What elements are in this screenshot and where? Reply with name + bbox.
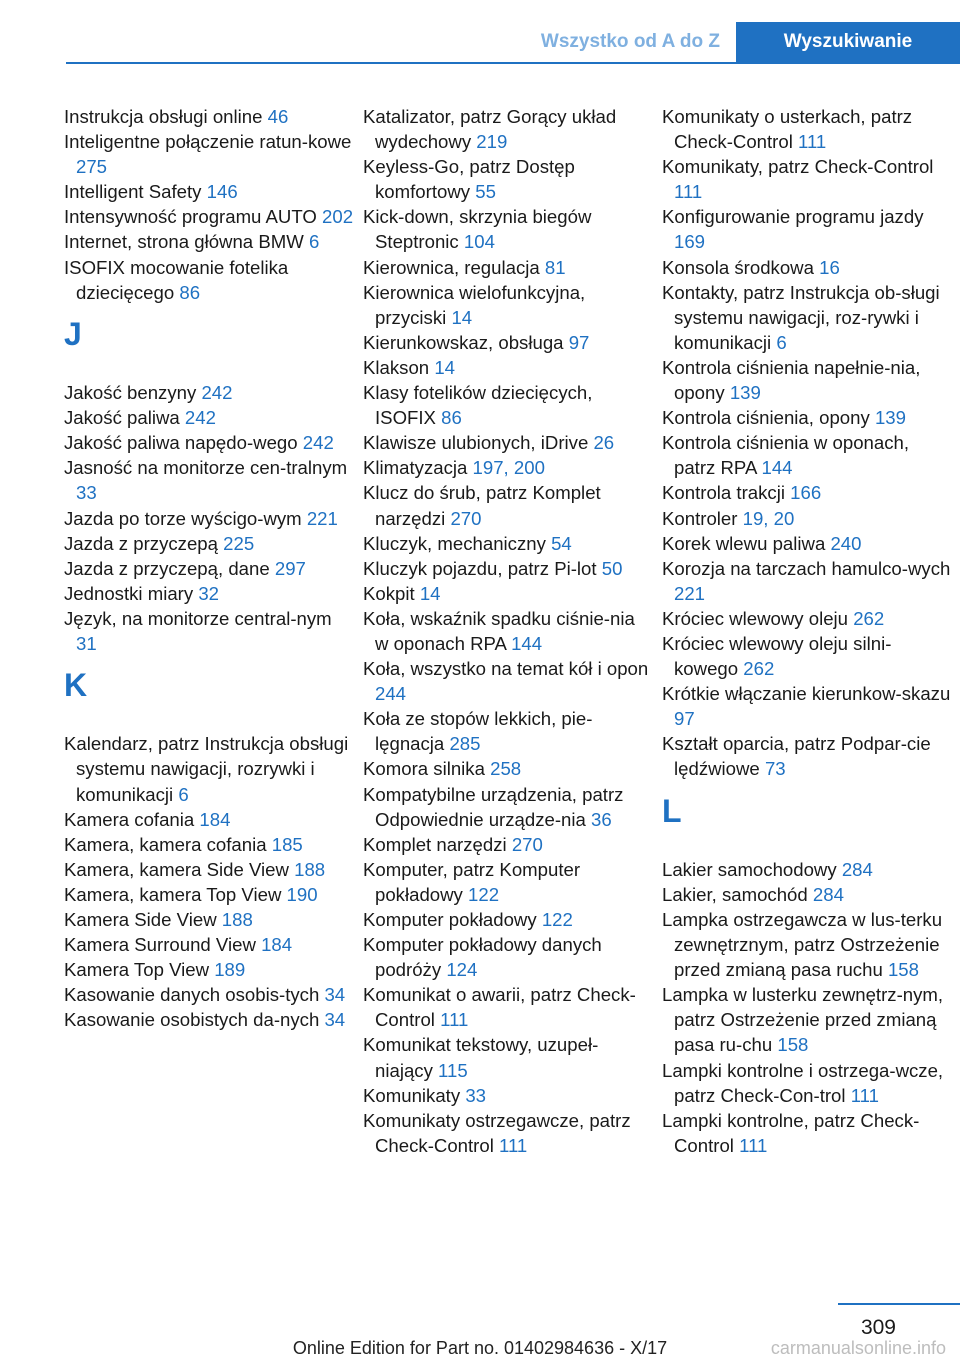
index-entry bbox=[64, 731, 354, 806]
index-entry bbox=[64, 179, 354, 204]
index-entry-text: Internet, strona główna BMW bbox=[64, 231, 309, 253]
page-reference-link[interactable]: 262 bbox=[743, 658, 775, 680]
index-entry bbox=[363, 330, 653, 355]
index-entry bbox=[363, 857, 653, 907]
page-reference-link[interactable]: 221 bbox=[674, 582, 706, 604]
header-bar bbox=[66, 22, 960, 64]
index-entry-text: Klimatyzacja bbox=[363, 457, 473, 479]
page-reference-link[interactable]: 33 bbox=[76, 482, 97, 504]
index-entry-text: Jazda z przyczepą, dane bbox=[64, 557, 275, 579]
index-entry-text: Kasowanie osobistych da‐nych bbox=[64, 1009, 325, 1031]
section-letter: J bbox=[64, 315, 82, 352]
index-entry bbox=[363, 782, 653, 832]
index-entry-text: Lampki kontrolne i ostrzega‐wcze, patrz Check-Con‐trol bbox=[662, 1059, 944, 1106]
index-entry-text: Lampka ostrzegawcza w lus‐terku zewnętrznym, patrz Ostrzeżenie przed zmianą pasa ruchu bbox=[662, 909, 943, 981]
index-entry bbox=[64, 907, 354, 932]
page-reference-link[interactable]: 275 bbox=[76, 156, 108, 178]
index-entry-text: Kierownica, regulacja bbox=[363, 256, 545, 278]
page-reference-link[interactable]: 111 bbox=[850, 1084, 879, 1106]
page-reference-link[interactable]: 33 bbox=[465, 1084, 486, 1106]
index-entry bbox=[662, 982, 952, 1057]
page-reference-link[interactable]: 46 bbox=[267, 106, 289, 127]
watermark: carmanualsonline.info bbox=[770, 1338, 946, 1358]
index-entry bbox=[662, 280, 952, 355]
index-entry-text: Jednostki miary bbox=[64, 582, 199, 604]
index-entry bbox=[662, 430, 952, 480]
index-entry bbox=[363, 1083, 653, 1108]
index-entry-text: Kierownica wielofunkcyjna, przyciski bbox=[363, 281, 586, 328]
index-entry-text: Krótkie włączanie kierunkow‐skazu bbox=[662, 683, 951, 705]
index-entry bbox=[64, 932, 354, 957]
page-reference-link[interactable]: 14 bbox=[434, 356, 456, 378]
index-entry-text: Kontrola ciśnienia napełnie‐nia, opony bbox=[662, 356, 921, 404]
index-entry bbox=[64, 882, 354, 907]
index-entry-text: Instrukcja obsługi online bbox=[64, 106, 268, 127]
page-reference-link[interactable]: 158 bbox=[887, 959, 919, 981]
page-reference-link[interactable]: 270 bbox=[450, 507, 482, 529]
page-reference-link[interactable]: 14 bbox=[419, 582, 441, 604]
index-entry bbox=[363, 455, 653, 480]
index-entry bbox=[363, 556, 653, 581]
page-reference-link[interactable]: 34 bbox=[324, 984, 346, 1006]
page-reference-link[interactable]: 97 bbox=[674, 708, 695, 730]
index-entry bbox=[363, 480, 653, 530]
index-entry bbox=[363, 932, 653, 982]
index-entry bbox=[662, 907, 952, 982]
page-reference-link[interactable]: 221 bbox=[306, 507, 338, 529]
section-letter: L bbox=[662, 792, 682, 829]
index-entry bbox=[662, 882, 952, 907]
index-entry bbox=[662, 857, 952, 882]
section-letter: K bbox=[64, 667, 88, 704]
index-column-1 bbox=[64, 104, 354, 1033]
index-entry-text: Klucz do śrub, patrz Komplet narzędzi bbox=[363, 482, 601, 529]
index-entry-text: Komputer pokładowy danych podróży bbox=[363, 934, 602, 981]
page-reference-link[interactable]: 139 bbox=[874, 407, 906, 429]
index-entry-text: Komunikat tekstowy, uzupeł‐niający bbox=[363, 1034, 599, 1081]
index-entry-text: Jakość paliwa bbox=[64, 407, 185, 429]
index-entry-text: Koła ze stopów lekkich, pie‐lęgnacja bbox=[363, 708, 593, 755]
page-reference-link[interactable]: 240 bbox=[830, 532, 862, 554]
index-entry-text: Kontakty, patrz Instrukcja ob‐sługi systemu nawigacji, roz‐rywki i komunikacji bbox=[662, 281, 940, 353]
index-entry bbox=[64, 531, 354, 556]
page-reference-link[interactable]: 158 bbox=[777, 1034, 809, 1056]
page-reference-link[interactable]: 258 bbox=[490, 758, 522, 780]
search-tab[interactable]: Wyszukiwanie bbox=[736, 22, 960, 62]
page-reference-link[interactable]: 14 bbox=[451, 306, 473, 328]
page-reference-link[interactable]: 144 bbox=[511, 632, 543, 654]
page-reference-link[interactable]: 262 bbox=[853, 607, 885, 629]
page-number: 309 bbox=[860, 1316, 896, 1339]
index-entry bbox=[64, 857, 354, 882]
index-entry-text: Konsola środkowa bbox=[662, 256, 820, 278]
page-reference-link[interactable]: 97 bbox=[568, 331, 590, 353]
page-reference-link[interactable]: 284 bbox=[812, 883, 844, 905]
index-entry-text: Kokpit bbox=[363, 582, 420, 604]
index-entry bbox=[64, 380, 354, 405]
page-reference-link[interactable]: 16 bbox=[819, 256, 840, 278]
page-reference-link[interactable]: 184 bbox=[199, 808, 231, 830]
page-reference-link[interactable]: 122 bbox=[468, 883, 500, 905]
index-entry-text: Kamera Top View bbox=[64, 959, 215, 981]
index-entry-text: Katalizator, patrz Gorący układ wydechowy bbox=[363, 106, 617, 153]
index-entry-text: Keyless-Go, patrz Dostęp komfortowy bbox=[363, 156, 575, 203]
index-entry bbox=[662, 681, 952, 731]
page-reference-link[interactable]: 166 bbox=[790, 482, 822, 504]
index-entry-text: Konfigurowanie programu jazdy bbox=[662, 206, 924, 228]
index-entry-text: Kick-down, skrzynia biegów Steptronic bbox=[363, 206, 592, 253]
page-number-rule bbox=[838, 1303, 960, 1305]
index-entry-text: Koła, wskaźnik spadku ciśnie‐nia w oponach RPA bbox=[363, 607, 635, 654]
page-reference-link[interactable]: 219 bbox=[476, 131, 508, 153]
index-entry bbox=[64, 506, 354, 531]
index-entry bbox=[662, 480, 952, 505]
page-reference-link[interactable]: 146 bbox=[206, 181, 238, 203]
index-entry-text: Kontrola ciśnienia, opony bbox=[662, 407, 875, 429]
page-reference-link[interactable]: 6 bbox=[178, 783, 189, 805]
index-entry-text: Komplet narzędzi bbox=[363, 833, 512, 855]
index-entry-text: Język, na monitorze central‐nym bbox=[64, 607, 332, 629]
index-entry-text: Kamera, kamera Side View bbox=[64, 858, 295, 880]
page-reference-link[interactable]: 184 bbox=[261, 934, 293, 956]
index-entry-text: Kamera cofania bbox=[64, 808, 200, 830]
index-entry bbox=[662, 355, 952, 405]
index-entry bbox=[363, 204, 653, 254]
index-entry bbox=[662, 606, 952, 631]
index-entry bbox=[64, 581, 354, 606]
index-entry bbox=[363, 706, 653, 756]
page-reference-link[interactable]: 270 bbox=[511, 833, 543, 855]
index-entry bbox=[662, 1108, 952, 1158]
page-reference-link[interactable]: 242 bbox=[184, 407, 216, 429]
index-entry-text: Korek wlewu paliwa bbox=[662, 532, 831, 554]
index-entry bbox=[662, 556, 952, 606]
page-reference-link[interactable]: 26 bbox=[593, 432, 615, 454]
page-reference-link[interactable]: 104 bbox=[463, 231, 495, 253]
index-entry bbox=[363, 380, 653, 430]
index-entry bbox=[662, 104, 952, 154]
index-entry-text: Kompatybilne urządzenia, patrz Odpowiednie urządze‐nia bbox=[363, 783, 624, 830]
index-entry-text: Komputer, patrz Komputer pokładowy bbox=[363, 858, 581, 905]
index-entry bbox=[662, 731, 952, 781]
index-column-2 bbox=[363, 104, 653, 1158]
page-reference-link[interactable]: 297 bbox=[274, 557, 306, 579]
index-entry-text: Inteligentne połączenie ratun‐kowe bbox=[64, 131, 352, 153]
page-reference-link[interactable]: 6 bbox=[776, 331, 787, 353]
index-entry-text: Komunikaty o usterkach, patrz Check-Control bbox=[662, 106, 913, 153]
index-entry-text: Króciec wlewowy oleju bbox=[662, 607, 854, 629]
index-entry bbox=[662, 154, 952, 204]
index-entry bbox=[64, 957, 354, 982]
index-entry-text: Kontrola trakcji bbox=[662, 482, 791, 504]
index-entry bbox=[662, 631, 952, 681]
page-reference-link[interactable]: 55 bbox=[475, 181, 496, 203]
page-reference-link[interactable]: 242 bbox=[201, 382, 233, 404]
index-entry bbox=[64, 405, 354, 430]
index-entry-text: Klakson bbox=[363, 356, 435, 378]
index-entry-text: Jakość benzyny bbox=[64, 382, 202, 404]
index-entry bbox=[64, 1007, 354, 1032]
page-reference-link[interactable]: 111 bbox=[798, 131, 827, 153]
section-tab[interactable]: Wszystko od A do Z bbox=[540, 31, 720, 52]
page-reference-link[interactable]: 6 bbox=[308, 231, 320, 253]
page-reference-link[interactable]: 111 bbox=[440, 1009, 469, 1031]
index-entry-text: Jazda po torze wyścigo‐wym bbox=[64, 507, 307, 529]
page-reference-link[interactable]: 19, 20 bbox=[742, 507, 795, 529]
index-entry bbox=[64, 606, 354, 656]
footer-edition: Online Edition for Part no. 01402984636 - X/17 bbox=[292, 1338, 668, 1358]
index-entry-text: Lampki kontrolne, patrz Check-Control bbox=[662, 1109, 920, 1156]
page-reference-link[interactable]: 197, 200 bbox=[472, 457, 545, 479]
page-reference-link[interactable]: 32 bbox=[198, 582, 220, 604]
page-reference-link[interactable]: 111 bbox=[674, 181, 703, 203]
page-reference-link[interactable]: 86 bbox=[179, 281, 201, 303]
index-entry bbox=[363, 581, 653, 606]
index-entry bbox=[363, 255, 653, 280]
page-reference-link[interactable]: 225 bbox=[223, 532, 255, 554]
index-entry bbox=[363, 1032, 653, 1082]
index-entry-text: Kamera Surround View bbox=[64, 934, 262, 956]
index-entry bbox=[363, 154, 653, 204]
index-entry bbox=[64, 556, 354, 581]
page-reference-link[interactable]: 188 bbox=[221, 909, 253, 931]
index-entry bbox=[662, 255, 952, 280]
index-entry-text: Kierunkowskaz, obsługa bbox=[363, 331, 569, 353]
index-entry bbox=[363, 656, 653, 706]
page-reference-link[interactable]: 50 bbox=[601, 557, 623, 579]
index-entry bbox=[363, 756, 653, 781]
page-reference-link[interactable]: 81 bbox=[544, 256, 566, 278]
index-entry-text: Intelligent Safety bbox=[64, 181, 207, 203]
index-entry-text: ISOFIX mocowanie fotelika dziecięcego bbox=[64, 256, 289, 303]
index-entry bbox=[64, 229, 354, 254]
page-reference-link[interactable]: 202 bbox=[322, 206, 354, 228]
index-entry-text: Kamera, kamera Top View bbox=[64, 883, 287, 905]
page-reference-link[interactable]: 285 bbox=[449, 733, 481, 755]
index-entry bbox=[64, 455, 354, 505]
index-entry-text: Komunikaty ostrzegawcze, patrz Check-Control bbox=[363, 1109, 631, 1156]
page-reference-link[interactable]: 34 bbox=[324, 1009, 346, 1031]
index-entry-text: Kluczyk, mechaniczny bbox=[363, 532, 552, 554]
index-entry-text: Komputer pokładowy bbox=[363, 909, 542, 930]
index-entry-text: Komora silnika bbox=[363, 758, 491, 780]
page-reference-link[interactable]: 122 bbox=[541, 909, 573, 930]
index-entry-text: Lampka w lusterku zewnętrz‐nym, patrz Ostrzeżenie przed zmianą pasa ru‐chu bbox=[662, 984, 944, 1056]
page-reference-link[interactable]: 242 bbox=[302, 432, 334, 454]
page-reference-link[interactable]: 144 bbox=[761, 457, 793, 479]
index-entry-text: Klawisze ulubionych, iDrive bbox=[363, 432, 594, 454]
index-entry-text: Komunikaty bbox=[363, 1084, 466, 1106]
page-reference-link[interactable]: 189 bbox=[214, 959, 246, 981]
index-entry-text: Korozja na tarczach hamulco‐wych bbox=[662, 557, 951, 579]
index-entry-text: Króciec wlewowy oleju silni‐kowego bbox=[662, 632, 892, 680]
index-entry bbox=[363, 531, 653, 556]
page-reference-link[interactable]: 54 bbox=[551, 532, 572, 554]
page-reference-link[interactable]: 73 bbox=[764, 758, 786, 780]
index-entry-text: Kluczyk pojazdu, patrz Pi‐lot bbox=[363, 557, 602, 579]
index-entry-text: Kamera Side View bbox=[64, 909, 222, 931]
page-reference-link[interactable]: 111 bbox=[739, 1134, 768, 1156]
page-reference-link[interactable]: 284 bbox=[841, 858, 873, 880]
index-entry bbox=[64, 255, 354, 305]
page-reference-link[interactable]: 185 bbox=[271, 833, 303, 855]
index-entry-text: Klasy fotelików dziecięcych, ISOFIX bbox=[363, 382, 593, 429]
page-reference-link[interactable]: 115 bbox=[438, 1059, 468, 1081]
index-entry bbox=[64, 982, 354, 1007]
index-entry-text: Lakier samochodowy bbox=[662, 858, 842, 880]
index-entry bbox=[662, 1058, 952, 1108]
index-entry-text: Kasowanie danych osobis‐tych bbox=[64, 984, 325, 1006]
index-entry bbox=[64, 832, 354, 857]
index-entry bbox=[64, 430, 354, 455]
index-entry bbox=[363, 606, 653, 656]
index-entry bbox=[64, 204, 354, 229]
page-reference-link[interactable]: 31 bbox=[76, 632, 97, 654]
index-entry bbox=[64, 104, 354, 129]
index-entry bbox=[662, 405, 952, 430]
page-reference-link[interactable]: 111 bbox=[499, 1134, 528, 1156]
index-entry bbox=[662, 204, 952, 254]
index-entry-text: Lakier, samochód bbox=[662, 883, 813, 905]
index-entry bbox=[363, 1108, 653, 1158]
index-entry-text: Koła, wszystko na temat kół i opon bbox=[363, 658, 649, 680]
index-entry bbox=[662, 506, 952, 531]
index-entry-text: Kamera, kamera cofania bbox=[64, 833, 272, 855]
page-reference-link[interactable]: 139 bbox=[729, 382, 761, 404]
index-column-3 bbox=[662, 104, 952, 1158]
index-entry-text: Komunikaty, patrz Check-Control bbox=[662, 156, 934, 178]
index-entry-text: Kształt oparcia, patrz Podpar‐cie lędźwiowe bbox=[662, 733, 931, 780]
index-entry bbox=[363, 355, 653, 380]
index-entry-text: Kontrola ciśnienia w oponach, patrz RPA bbox=[662, 432, 910, 479]
index-entry bbox=[363, 832, 653, 857]
index-entry-text: Kontroler bbox=[662, 507, 743, 529]
index-entry bbox=[363, 280, 653, 330]
index-entry-text: Jazda z przyczepą bbox=[64, 532, 224, 554]
page-reference-link[interactable]: 190 bbox=[286, 883, 318, 905]
index-entry bbox=[363, 907, 653, 932]
index-entry bbox=[662, 531, 952, 556]
index-entry-text: Intensywność programu AUTO bbox=[64, 206, 323, 228]
page-reference-link[interactable]: 86 bbox=[441, 407, 462, 429]
index-entry-text: Komunikat o awarii, patrz Check-Control bbox=[363, 984, 636, 1031]
page-reference-link[interactable]: 36 bbox=[591, 808, 612, 830]
index-entry bbox=[363, 104, 653, 154]
index-entry bbox=[64, 807, 354, 832]
page-reference-link[interactable]: 188 bbox=[294, 858, 326, 880]
page-reference-link[interactable]: 169 bbox=[674, 231, 706, 253]
index-entry bbox=[64, 129, 354, 179]
index-entry-text: Jasność na monitorze cen‐tralnym bbox=[64, 457, 348, 479]
index-entry-text: Jakość paliwa napędo‐wego bbox=[64, 432, 303, 454]
page-reference-link[interactable]: 244 bbox=[375, 683, 407, 705]
index-entry bbox=[363, 430, 653, 455]
page-reference-link[interactable]: 124 bbox=[446, 959, 478, 981]
index-entry bbox=[363, 982, 653, 1032]
index-entry-text: Kalendarz, patrz Instrukcja obsługi systemu nawigacji, rozrywki i komunikacji bbox=[64, 733, 349, 805]
